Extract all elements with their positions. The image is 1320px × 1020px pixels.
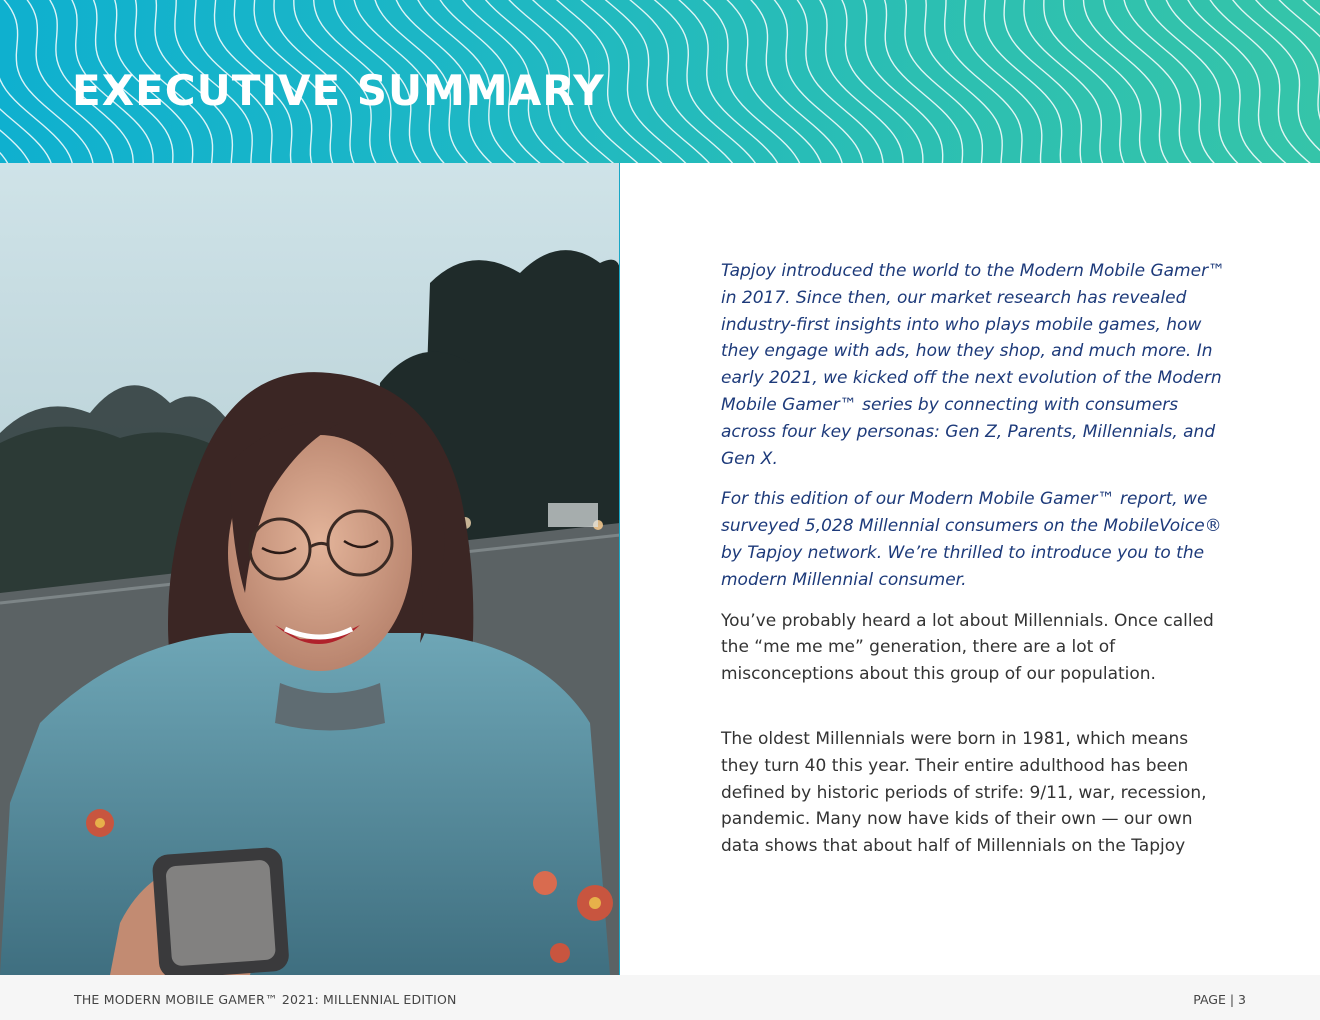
summary-text [721, 258, 1231, 874]
wave-line [0, 0, 13, 163]
wave-line [945, 0, 1022, 163]
footer [0, 975, 1320, 1020]
wave-line [1004, 0, 1086, 163]
intro-paragraph-2: For this edition of our Modern Mobile Gamer™ report, we surveyed 5,028 Millennial consumers on the MobileVoice® by Tapjoy network. We’re thrilled to introduce you to the modern Millennial consumer. [721, 489, 1222, 590]
wave-line [924, 0, 1003, 163]
footer-report-title: THE MODERN MOBILE GAMER™ 2021: MILLENNIAL EDITION [74, 992, 457, 1007]
wave-line [1044, 0, 1132, 163]
intro-paragraph-1: Tapjoy introduced the world to the Modern Mobile Gamer™ in 2017. Since then, our market research has revealed industry-first insights into who plays mobile games, how they engage with ads, how they shop, and much more. In early 2021, we kicked off the next evolution of the Modern Mobile Gamer™ series by connecting with consumers across four key personas: Gen Z, Parents, Millennials, and Gen X. [721, 261, 1226, 469]
body-paragraph-1: You’ve probably heard a lot about Millennials. Once called the “me me me” generation, there are a lot of misconceptions about this group of our population. [721, 610, 1214, 685]
wave-line [902, 0, 982, 163]
sweater [0, 633, 610, 975]
wave-line [858, 0, 943, 163]
wave-line [1024, 0, 1109, 163]
body-paragraph-2: The oldest Millennials were born in 1981, which means they turn 40 this year. Their entire adulthood has been defined by historic periods of strife: 9/11, war, recession, pandemic. Many now have kids of their own — our own data shows that about half of Millennials on the Tapjoy [721, 728, 1207, 857]
wave-line [1205, 0, 1320, 163]
wave-line [1271, 0, 1320, 163]
wave-line [881, 0, 963, 163]
wave-line [1103, 0, 1202, 163]
wave-line [643, 0, 762, 163]
wave-line [812, 0, 903, 163]
page-number: PAGE | 3 [1193, 992, 1246, 1007]
wave-line [984, 0, 1064, 163]
hero-photo [0, 163, 620, 975]
wave-line [1083, 0, 1178, 163]
header-banner [0, 0, 1320, 163]
page-title: EXECUTIVE SUMMARY [72, 66, 605, 115]
wave-line [1064, 0, 1155, 163]
wave-line [1123, 0, 1226, 163]
